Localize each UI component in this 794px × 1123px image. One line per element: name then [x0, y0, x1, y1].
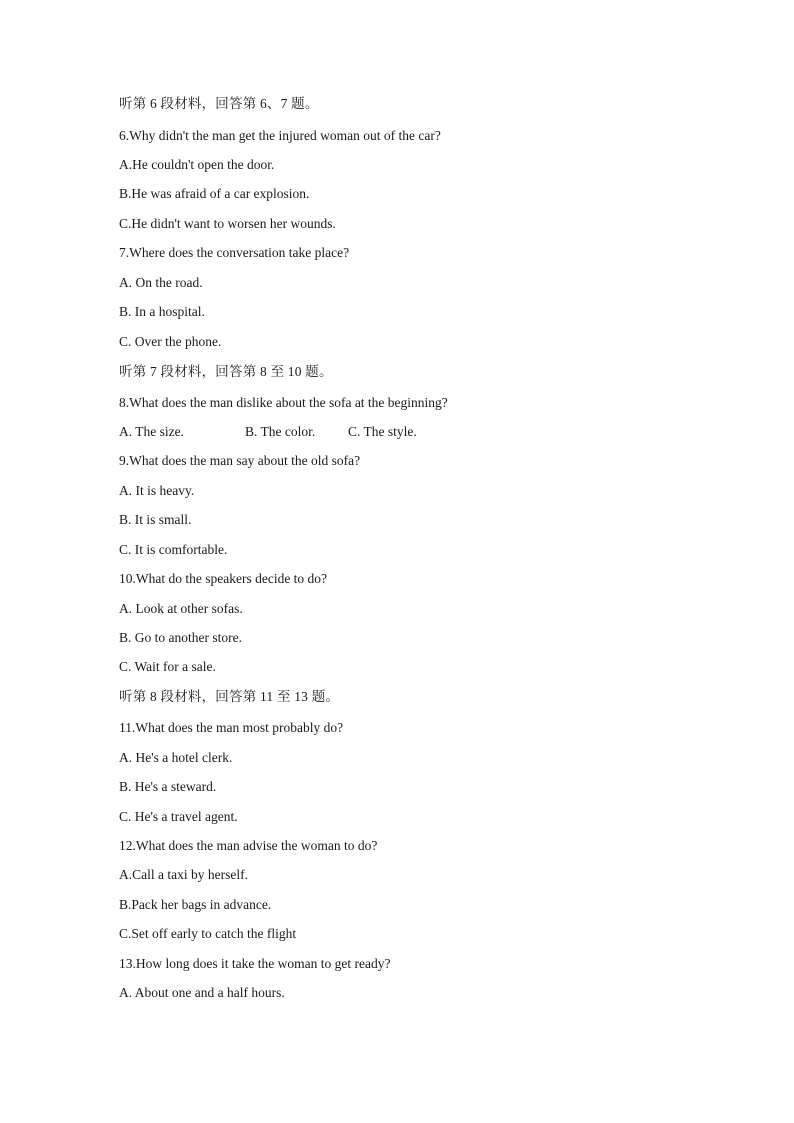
- answer-option: B. In a hospital.: [119, 304, 205, 319]
- answer-option: A. It is heavy.: [119, 483, 195, 498]
- section-heading: 听第 7 段材料，回答第 8 至 10 题。: [119, 364, 333, 379]
- answer-option: A. He's a hotel clerk.: [119, 750, 233, 765]
- answer-option: C. It is comfortable.: [119, 542, 228, 557]
- question-stem: 11.What does the man most probably do?: [119, 720, 344, 735]
- answer-option: B. It is small.: [119, 512, 192, 527]
- answer-option: C. The style.: [348, 424, 417, 439]
- answer-option: A. Look at other sofas.: [119, 601, 243, 616]
- question-stem: 6.Why didn't the man get the injured woman out of the car?: [119, 128, 441, 143]
- question-stem: 10.What do the speakers decide to do?: [119, 571, 328, 586]
- answer-option: A.He couldn't open the door.: [119, 157, 275, 172]
- answer-option: B. The color.: [245, 424, 316, 439]
- section-heading: 听第 8 段材料，回答第 11 至 13 题。: [119, 689, 340, 704]
- answer-option: B. Go to another store.: [119, 630, 242, 645]
- answer-option: B. He's a steward.: [119, 779, 217, 794]
- answer-options-row: [119, 422, 439, 442]
- answer-option: A. The size.: [119, 424, 184, 439]
- answer-option: A. About one and a half hours.: [119, 985, 285, 1000]
- question-stem: 7.Where does the conversation take place?: [119, 245, 350, 260]
- question-stem: 12.What does the man advise the woman to do?: [119, 838, 378, 853]
- question-stem: 9.What does the man say about the old sofa?: [119, 453, 361, 468]
- question-stem: 8.What does the man dislike about the sofa at the beginning?: [119, 395, 448, 410]
- answer-option: C. He's a travel agent.: [119, 809, 238, 824]
- answer-option: B.He was afraid of a car explosion.: [119, 186, 310, 201]
- answer-option: B.Pack her bags in advance.: [119, 897, 272, 912]
- section-heading: 听第 6 段材料，回答第 6、7 题。: [119, 96, 319, 111]
- question-stem: 13.How long does it take the woman to get ready?: [119, 956, 391, 971]
- answer-option: A. On the road.: [119, 275, 203, 290]
- answer-option: C. Over the phone.: [119, 334, 222, 349]
- answer-option: A.Call a taxi by herself.: [119, 867, 248, 882]
- answer-option: C. Wait for a sale.: [119, 659, 216, 674]
- answer-option: C.Set off early to catch the flight: [119, 926, 297, 941]
- answer-option: C.He didn't want to worsen her wounds.: [119, 216, 336, 231]
